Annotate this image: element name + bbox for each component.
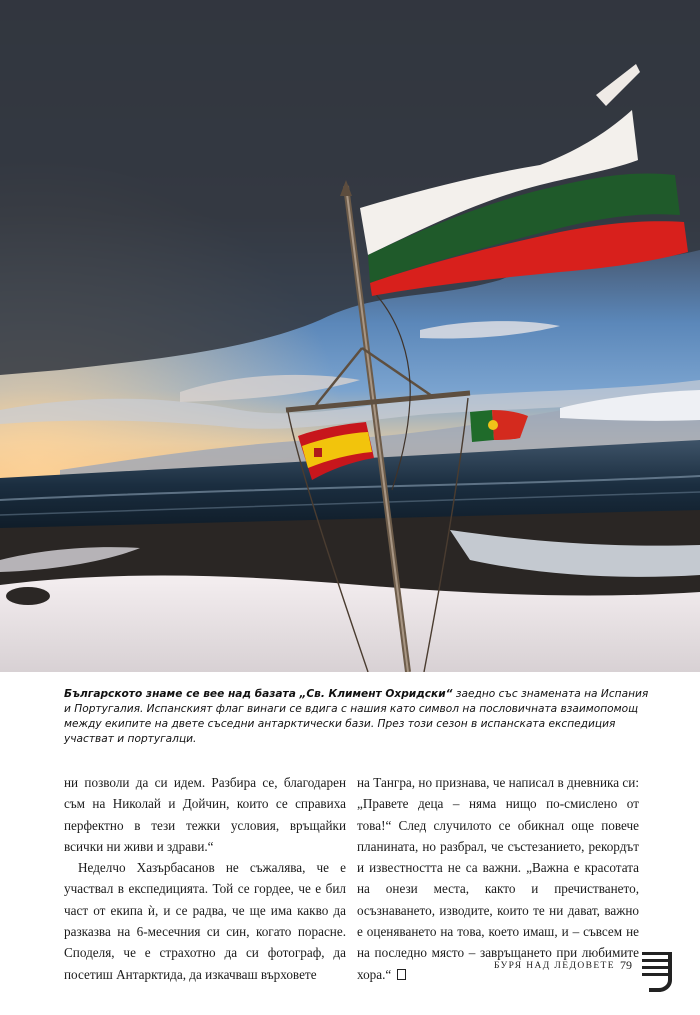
magazine-logo-icon — [641, 950, 675, 994]
paragraph: ни позволи да си идем. Разбира се, благодарен съм на Николай и Дойчин, които се справиха перфектно в тези тежки условия, връщайки всички ни живи и здрави.“ — [64, 775, 346, 854]
article-column-right — [357, 772, 639, 985]
end-of-article-icon — [397, 969, 406, 980]
photo-caption — [64, 687, 654, 747]
article-column-left — [64, 772, 346, 985]
portugal-flag — [470, 410, 528, 442]
paragraph: Неделчо Хазърбасанов не съжалява, че е участвал в експедицията. Той се гордее, че е бил част от екипа ѝ, и се радва, че ще има какво да разказва на 6-месечния си син, когато порасне. Споделя, че е страхотно да си фотограф, да посетиш Антарктида, да изкачваш върховете — [64, 860, 346, 982]
running-section-title: БУРЯ НАД ЛЕДОВЕТЕ — [494, 961, 615, 971]
page-number: 79 — [620, 958, 632, 972]
caption-text: заедно със знамената на Испания и Португалия. Испанският флаг винаги се вдига с нашия като символ на пословичната взаимопомощ между екипите на двете съседни антарктически бази. През този сезон в испанската експедиция участват и португалци. — [64, 688, 649, 745]
caption-lead: Българското знаме се вее над базата „Св. Климент Охридски“ — [64, 688, 453, 700]
paragraph: на Тангра, но признава, че написал в дневника си: „Правете деца – няма нищо по-смислено от това!“ След случилото се обикнал още повече планината, но разбрал, че състезанието, рекордът и известността не са важни. „Важна е красотата на онези места, както и пречистването, осъзнаването, изводите, които те ни дават, важно е оценяването на това, което имаш, и – съвсем не на последно място – завръщането при любимите хора.“ — [357, 775, 639, 982]
